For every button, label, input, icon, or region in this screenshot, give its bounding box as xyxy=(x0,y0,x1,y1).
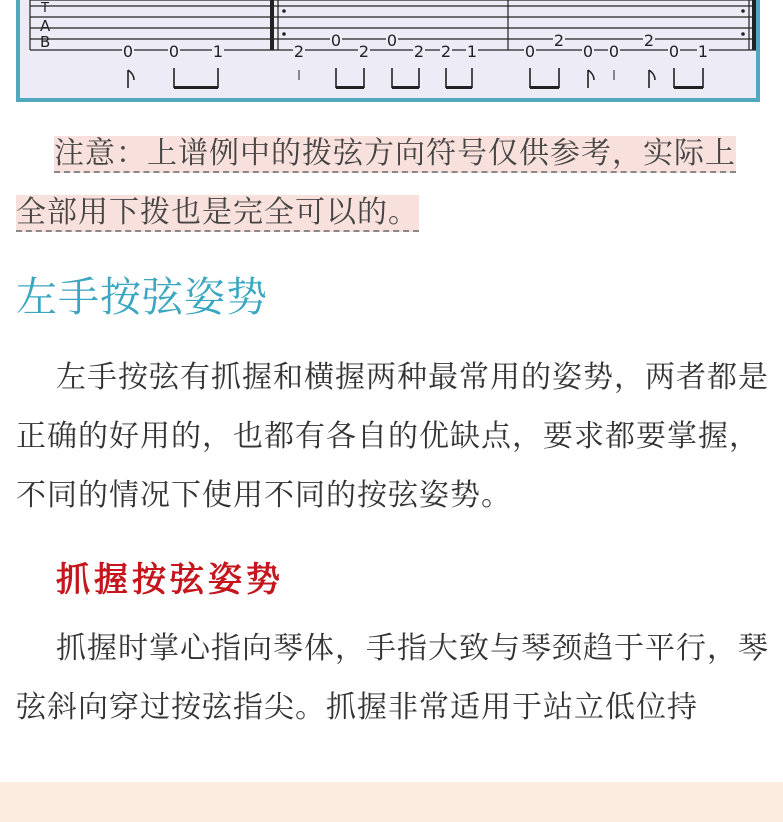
tab-note: 1 xyxy=(697,42,709,61)
tab-note: 1 xyxy=(466,42,478,61)
tab-note: 2 xyxy=(553,31,565,50)
tab-note: 2 xyxy=(293,42,305,61)
tab-note: 2 xyxy=(440,42,452,61)
tab-note: 0 xyxy=(386,31,398,50)
tab-note: 1 xyxy=(212,42,224,61)
tab-note: 0 xyxy=(122,42,134,61)
tab-note: 0 xyxy=(608,42,620,61)
tab-note: 2 xyxy=(413,42,425,61)
guitar-tab-figure xyxy=(16,0,760,102)
tab-note: 0 xyxy=(168,42,180,61)
note-line-1: 注意：上谱例中的拨弦方向符号仅供参考，实际上 xyxy=(54,136,736,171)
tab-label-t: T xyxy=(41,1,49,16)
footer-band xyxy=(0,782,783,822)
repeat-start-barline xyxy=(270,0,286,50)
tab-note: 0 xyxy=(582,42,594,61)
picking-direction-note xyxy=(16,124,768,242)
note-line-2: 全部用下拨也是完全可以的。 xyxy=(16,195,419,230)
tab-note: 2 xyxy=(358,42,370,61)
subsection-title: 抓握按弦姿势 xyxy=(56,560,284,600)
section-paragraph xyxy=(16,348,771,525)
tab-label-a: A xyxy=(40,17,51,35)
section-paragraph-text: 左手按弦有抓握和横握两种最常用的姿势，两者都是正确的好用的，也都有各自的优缺点，要求都要掌握，不同的情况下使用不同的按弦姿势。 xyxy=(16,360,769,513)
tab-note: 0 xyxy=(524,42,536,61)
rhythm-notation xyxy=(128,68,703,89)
section-title: 左手按弦姿势 xyxy=(16,273,268,321)
tab-label-b: B xyxy=(40,33,51,51)
tab-note: 2 xyxy=(643,31,655,50)
subsection-paragraph-text: 抓握时掌心指向琴体，手指大致与琴颈趋于平行，琴弦斜向穿过按弦指尖。抓握非常适用于站立低位持 xyxy=(16,631,769,725)
tab-staff xyxy=(20,0,764,102)
repeat-end-barline xyxy=(741,0,756,50)
tab-note: 0 xyxy=(668,42,680,61)
tab-note: 0 xyxy=(330,31,342,50)
subsection-paragraph xyxy=(16,619,771,737)
